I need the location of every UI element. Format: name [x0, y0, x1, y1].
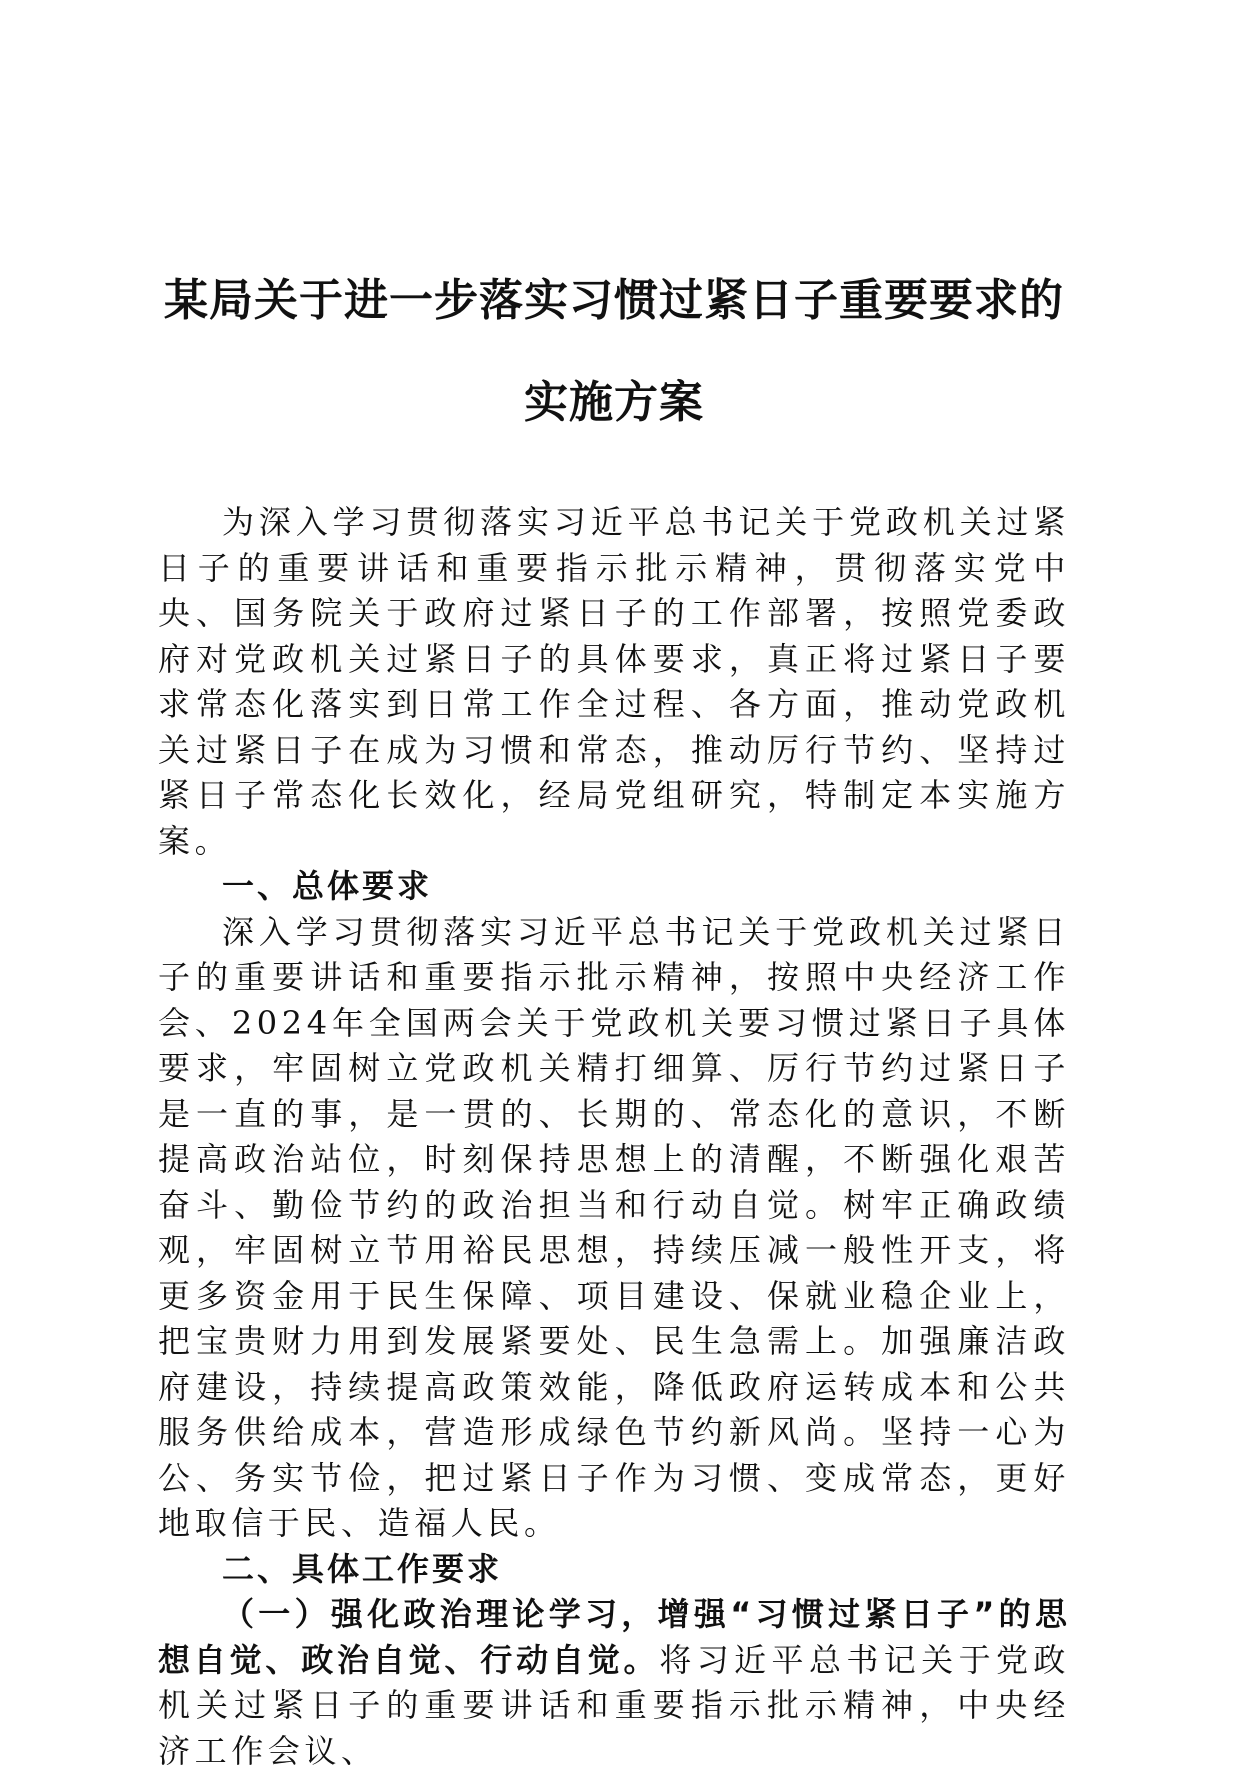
- subsection-1-paragraph: [158, 1592, 1070, 1774]
- document-body: [158, 500, 1070, 1774]
- document-title: [158, 250, 1070, 454]
- subsection-1-body: 将习近平总书记关于党政机关过紧日子的重要讲话和重要指示批示精神，中央经济工作会议、: [158, 1640, 1070, 1770]
- section-heading-general-requirements: 一、总体要求: [222, 867, 433, 905]
- title-line-2: 实施方案: [524, 377, 704, 428]
- general-requirements-paragraph: 深入学习贯彻落实习近平总书记关于党政机关过紧日子的重要讲话和重要指示批示精神，按照中央经济工作会、2024年全国两会关于党政机关要习惯过紧日子具体要求，牢固树立党政机关精打细算、厉行节约过紧日子是一直的事，是一贯的、长期的、常态化的意识，不断提高政治站位，时刻保持思想上的清醒，不断强化艰苦奋斗、勤俭节约的政治担当和行动自觉。树牢正确政绩观，牢固树立节用裕民思想，持续压减一般性开支，将更多资金用于民生保障、项目建设、保就业稳企业上，把宝贵财力用到发展紧要处、民生急需上。加强廉洁政府建设，持续提高政策效能，降低政府运转成本和公共服务供给成本，营造形成绿色节约新风尚。坚持一心为公、务实节俭，把过紧日子作为习惯、变成常态，更好地取信于民、造福人民。: [158, 912, 1070, 1542]
- section-heading-specific-requirements: 二、具体工作要求: [222, 1549, 503, 1588]
- subsection-1-lead: （一）强化政治理论学习，增强“习惯过紧日子”的思想自觉、政治自觉、行动自觉。: [158, 1595, 1070, 1679]
- intro-paragraph: 为深入学习贯彻落实习近平总书记关于党政机关过紧日子的重要讲话和重要指示批示精神，贯彻落实党中央、国务院关于政府过紧日子的工作部署，按照党委政府对党政机关过紧日子的具体要求，真正将过紧日子要求常态化落实到日常工作全过程、各方面，推动党政机关过紧日子在成为习惯和常态，推动厉行节约、坚持过紧日子常态化长效化，经局党组研究，特制定本实施方案。: [158, 503, 1070, 860]
- title-line-1: 某局关于进一步落实习惯过紧日子重要要求的: [164, 275, 1064, 326]
